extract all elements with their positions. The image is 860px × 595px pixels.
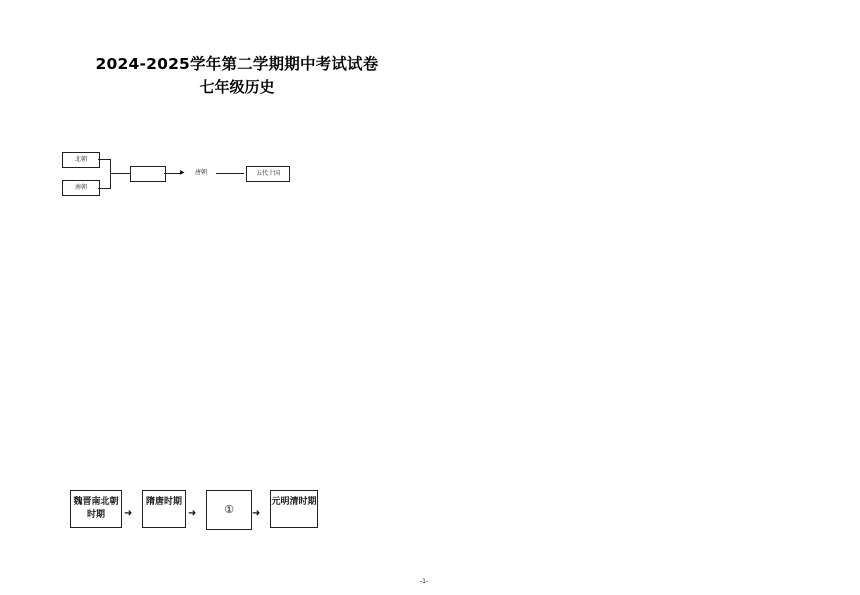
diagram-bracket [98, 159, 111, 189]
diagram-box-blank-1: ① [206, 490, 252, 530]
diagram-box-blank [130, 166, 166, 182]
page-number: -1- [420, 578, 429, 585]
diagram-box-north: 北朝 [62, 152, 100, 168]
diagram-label-tang: 唐朝 [194, 169, 207, 176]
arrow-icon: ➜ [124, 508, 133, 519]
exam-title: 2024-2025学年第二学期期中考试试卷 [95, 55, 379, 73]
diagram-box-weijin: 魏晋南北朝时期 [70, 490, 122, 528]
diagram-box-yuanmingqing: 元明清时期 [270, 490, 318, 528]
diagram-box-five-dynasties: 五代十国 [246, 166, 290, 182]
diagram-arrow [110, 173, 130, 174]
q10-economy-diagram [62, 482, 392, 542]
diagram-arrow-head: ▶ [180, 169, 185, 176]
diagram-box-suitang: 隋唐时期 [142, 490, 186, 528]
arrow-icon: ➜ [188, 508, 197, 519]
arrow-icon: ➜ [252, 508, 261, 519]
exam-subtitle: 七年级历史 [199, 78, 275, 96]
diagram-arrow [216, 173, 244, 174]
diagram-box-south: 南朝 [62, 180, 100, 196]
q2-structure-diagram [62, 152, 312, 202]
